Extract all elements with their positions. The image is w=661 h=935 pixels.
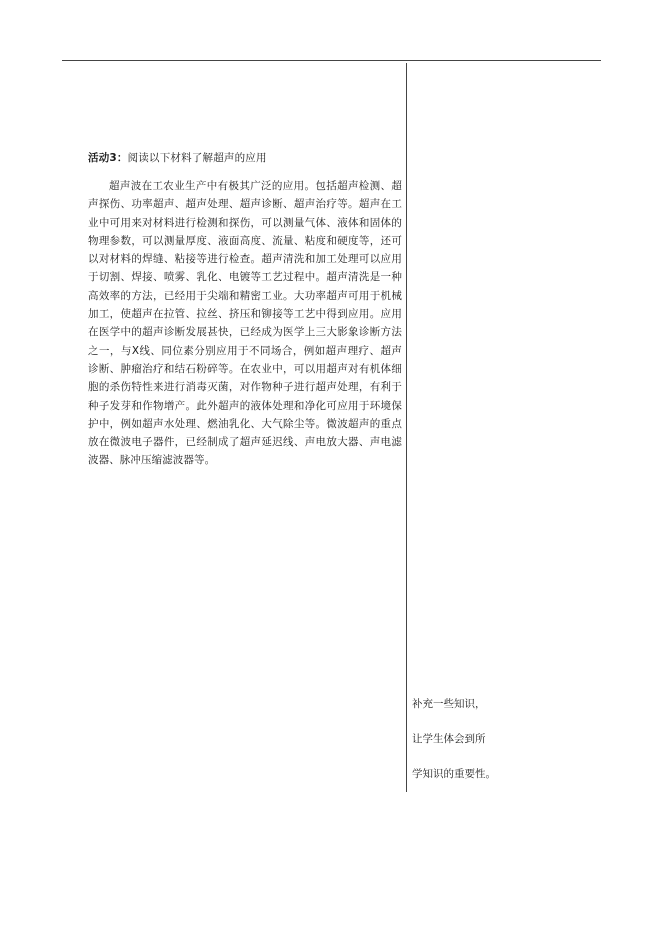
side-notes-column [412, 695, 592, 800]
side-note-line-2: 让学生体会到所 [412, 733, 486, 745]
activity-label: 活动3： [88, 152, 128, 164]
side-note-line-3: 学知识的重要性。 [412, 768, 496, 780]
activity-body-text: 超声波在工农业生产中有极其广泛的应用。包括超声检测、超声探伤、功率超声、超声处理、超声诊断、超声治疗等。超声在工业中可用来对材料进行检测和探伤，可以测量气体、液体和固体的物理参数，可以测量厚度、液面高度、流量、粘度和硬度等，还可以对材料的焊缝、粘接等进行检查。超声清洗和加工处理可以应用于切割、焊接、喷雾、乳化、电镀等工艺过程中。超声清洗是一种高效率的方法，已经用于尖端和精密工业。大功率超声可用于机械加工，使超声在拉管、拉丝、挤压和铆接等工艺中得到应用。应用在医学中的超声诊断发展甚快，已经成为医学上三大影象诊断方法之一，与X线、同位素分别应用于不同场合，例如超声理疗、超声诊断、肿瘤治疗和结石粉碎等。在农业中，可以用超声对有机体细胞的杀伤特性来进行消毒灭菌，对作物种子进行超声处理，有利于种子发芽和作物增产。此外超声的液体处理和净化可应用于环境保护中，例如超声水处理、燃油乳化、大气除尘等。微波超声的重点放在微波电子器件，已经制成了超声延迟线、声电放大器、声电滤波器、脉冲压缩滤波器等。 [88, 180, 402, 467]
main-column [88, 149, 402, 470]
side-note-line-1: 补充一些知识， [412, 698, 486, 710]
column-divider [406, 63, 407, 792]
activity-heading [88, 149, 402, 167]
activity-title: 阅读以下材料了解超声的应用 [127, 152, 267, 164]
top-rule [62, 60, 601, 61]
